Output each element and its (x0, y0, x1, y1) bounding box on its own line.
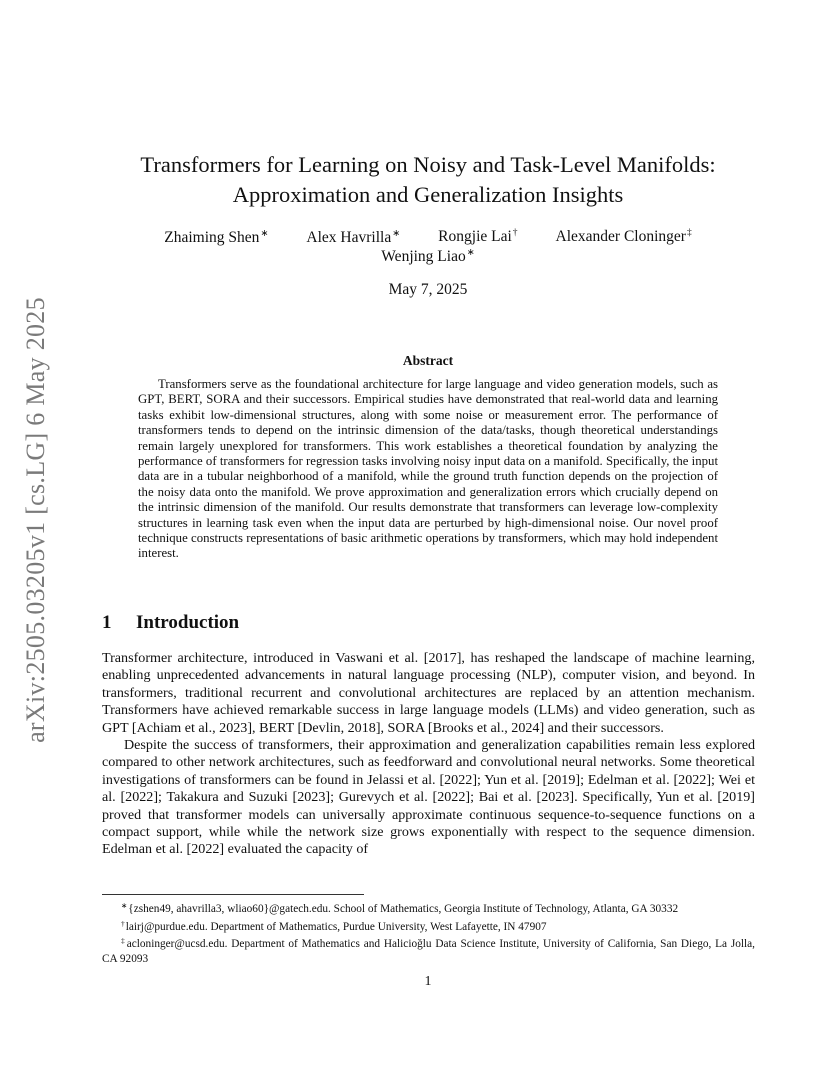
author-name: Rongjie Lai (438, 228, 512, 245)
footnote-text: acloninger@ucsd.edu. Department of Mathematics and Halicioğlu Data Science Institute, University of California, San Diego, La Jolla, CA 92093 (102, 938, 756, 965)
author-list-second-line (100, 247, 756, 266)
section-number: 1 (102, 612, 112, 633)
author (306, 228, 400, 247)
author-affiliation-mark: ∗ (260, 229, 269, 239)
section-heading (102, 612, 239, 634)
footnote-text: lairj@purdue.edu. Department of Mathematics, Purdue University, West Lafayette, IN 47907 (125, 920, 547, 933)
footnote (102, 917, 755, 935)
footnote-mark: † (121, 918, 125, 928)
author-name: Alexander Cloninger (555, 228, 686, 245)
author (381, 248, 474, 265)
footnotes (102, 899, 755, 966)
arxiv-identifier-stamp (20, 290, 52, 750)
paper-title-line-2: Approximation and Generalization Insights (232, 182, 624, 207)
footnote-divider (102, 894, 364, 895)
body-paragraph: Despite the success of transformers, their approximation and generalization capabilities remain less explored compared to other network architectures, such as feedforward and convolutional neural networks. Some theoretical investigations of transformers can be found in Jelassi et al. [2022]; Yun et al. [2019]; Edelman et al. [2022]; Wei et al. [2022]; Takakura and Suzuki [2023]; Gurevych et al. [2022]; Bai et al. [2023]. Specifically, Yun et al. [2019] proved that transformer models can universally approximate continuous sequence-to-sequence functions on a compact support, while while the network size grows exponentially with respect to the sequence dimension. Edelman et al. [2022] evaluated the capacity of (102, 737, 755, 858)
author-list (100, 228, 756, 247)
author-affiliation-mark: ∗ (466, 248, 475, 258)
author-name: Zhaiming Shen (164, 229, 260, 246)
abstract-text: Transformers serve as the foundational architecture for large language and video generation models, such as GPT, BERT, SORA and their successors. Empirical studies have demonstrated that real-world data and learning tasks exhibit low-dimensional structures, along with some noise or measurement error. The performance of transformers tends to depend on the intrinsic dimension of the data/tasks, though theoretical understandings remain largely unexplored for transformers. This work establishes a theoretical foundation by analyzing the performance of transformers for regression tasks involving noisy input data on a manifold. Specifically, the input data are in a tubular neighborhood of a manifold, while the ground truth function depends on the projection of the noisy data onto the manifold. We prove approximation and generalization errors which crucially depend on the intrinsic dimension of the manifold. Our results demonstrate that transformers can leverage low-complexity structures in learning task even when the input data are perturbed by high-dimensional noise. Our novel proof technique constructs representations of basic arithmetic operations by transformers, which may hold independent interest. (138, 377, 718, 561)
paper-title (100, 150, 756, 210)
publication-date: May 7, 2025 (388, 281, 468, 298)
author-name: Alex Havrilla (306, 229, 392, 246)
author-name: Wenjing Liao (381, 248, 466, 265)
author (438, 228, 517, 247)
footnote (102, 934, 755, 966)
author-affiliation-mark: ∗ (392, 229, 401, 239)
author-affiliation-mark: † (512, 228, 518, 238)
footnote-text: {zshen49, ahavrilla3, wliao60}@gatech.edu. School of Mathematics, Georgia Institute of Technology, Atlanta, GA 30332 (128, 903, 679, 915)
section-body (102, 650, 755, 859)
author-affiliation-mark: ‡ (686, 228, 692, 238)
paper-title-line-1: Transformers for Learning on Noisy and Task-Level Manifolds: (140, 152, 716, 177)
author (556, 228, 692, 247)
footnote-mark: ∗ (121, 901, 128, 910)
section-title: Introduction (136, 612, 240, 633)
author (164, 228, 268, 247)
arxiv-identifier-text: arXiv:2505.03205v1 [cs.LG] 6 May 2025 (21, 297, 50, 743)
body-paragraph: Transformer architecture, introduced in Vaswani et al. [2017], has reshaped the landscape of machine learning, enabling unprecedented advancements in natural language processing (NLP), computer vision, and beyond. In transformers, traditional recurrent and convolutional architectures are replaced by an attention mechanism. Transformers have achieved remarkable success in large language models (LLMs) and video generation, such as GPT [Achiam et al., 2023], BERT [Devlin, 2018], SORA [Brooks et al., 2024] and their successors. (102, 650, 755, 736)
footnote-mark: ‡ (121, 936, 126, 946)
footnote (102, 899, 755, 917)
abstract-heading: Abstract (402, 353, 454, 368)
page-number: 1 (424, 974, 432, 989)
